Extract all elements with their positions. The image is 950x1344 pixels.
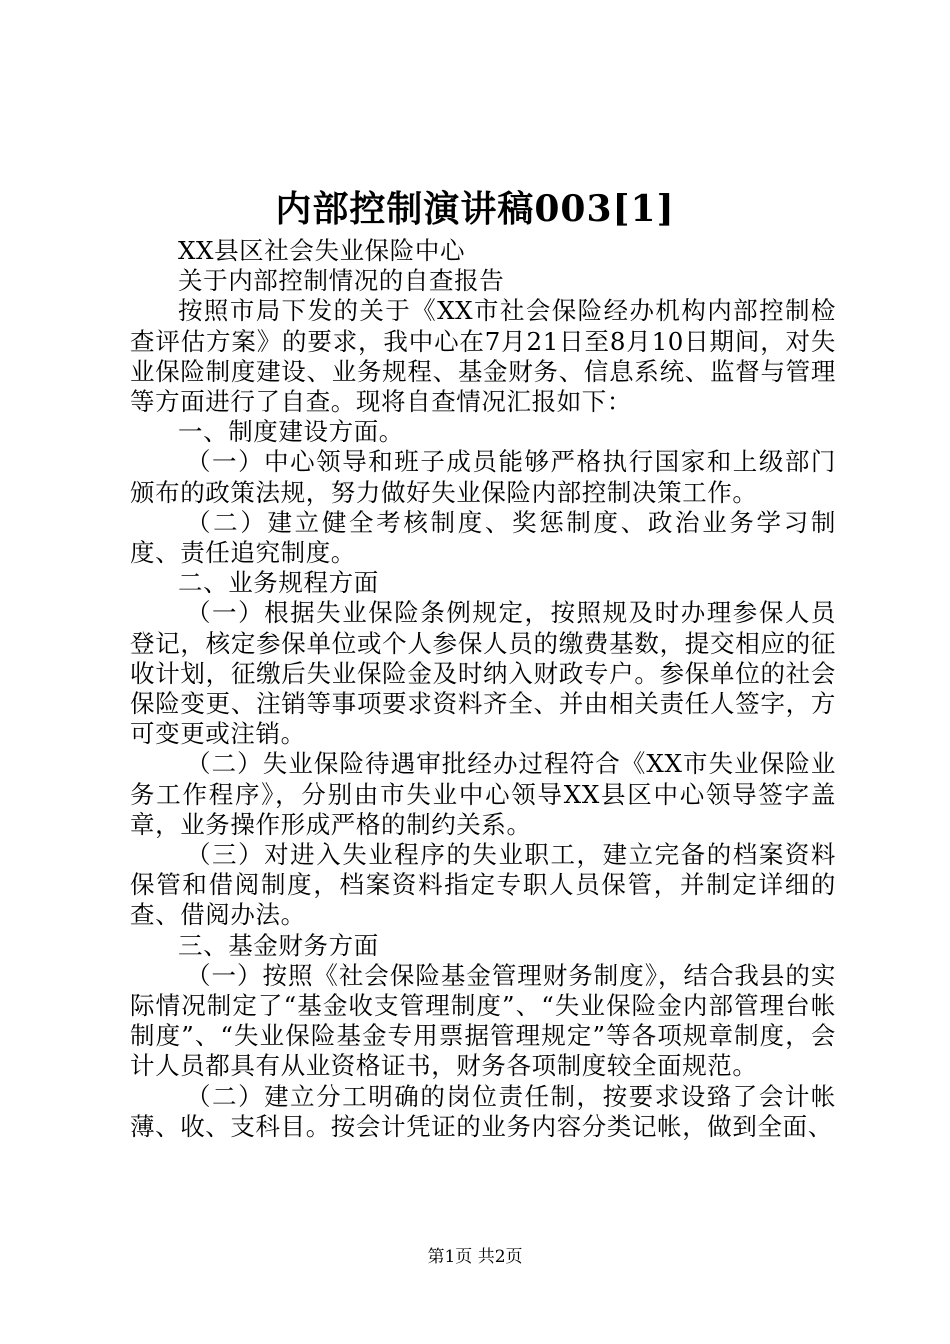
paragraph: 三、基金财务方面	[178, 930, 379, 960]
paragraph: 按照市局下发的关于《XX市社会保险经办机构内部控制检查评估方案》的要求，我中心在7月21日至8月10日期间，对失业保险制度建设、业务规程、基金财务、信息系统、监督与管理等方面进行了自查。现将自查情况汇报如下：	[130, 296, 836, 417]
paragraph: （三）对进入失业程序的失业职工，建立完备的档案资料保管和借阅制度，档案资料指定专职人员保管，并制定详细的查、借阅办法。	[130, 840, 836, 930]
page-footer: 第1页 共2页	[427, 1247, 523, 1267]
paragraph: （二）建立健全考核制度、奖惩制度、政治业务学习制度、责任追究制度。	[130, 507, 836, 568]
paragraph: 二、业务规程方面	[178, 568, 379, 598]
paragraph: XX县区社会失业保险中心	[178, 236, 466, 265]
document-body	[130, 236, 836, 1142]
paragraph: （一）中心领导和班子成员能够严格执行国家和上级部门颁布的政策法规，努力做好失业保险内部控制决策工作。	[130, 447, 836, 507]
paragraph: （一）按照《社会保险基金管理财务制度》，结合我县的实际情况制定了“基金收支管理制度”、“失业保险金内部管理台帐制度”、“失业保险基金专用票据管理规定”等各项规章制度，会计人员都具有从业资格证书，财务各项制度较全面规范。	[130, 960, 836, 1081]
paragraph: 关于内部控制情况的自查报告	[178, 266, 505, 296]
paragraph: （一）根据失业保险条例规定，按照规及时办理参保人员登记，核定参保单位或个人参保人员的缴费基数，提交相应的征收计划，征缴后失业保险金及时纳入财政专户。参保单位的社会保险变更、注销等事项要求资料齐全、并由相关责任人签字，方可变更或注销。	[130, 598, 836, 749]
document-title: 内部控制演讲稿003[1]	[275, 188, 675, 230]
paragraph: 一、制度建设方面。	[178, 417, 404, 447]
paragraph: （二）失业保险待遇审批经办过程符合《XX市失业保险业务工作程序》，分别由市失业中心领导XX县区中心领导签字盖章，业务操作形成严格的制约关系。	[130, 749, 836, 839]
paragraph: （二）建立分工明确的岗位责任制，按要求设臵了会计帐薄、收、支科目。按会计凭证的业务内容分类记帐，做到全面、	[130, 1081, 836, 1141]
